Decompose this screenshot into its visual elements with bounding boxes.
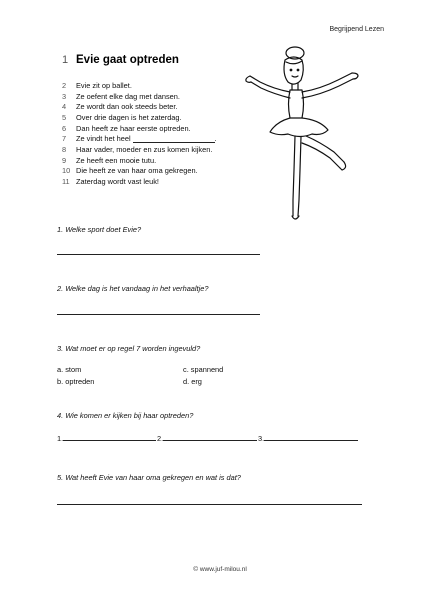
question-5: 5. Wat heeft Evie van haar oma gekregen en wat is dat? [57, 473, 241, 482]
question-1: 1. Welke sport doet Evie? [57, 225, 142, 234]
line-text: Over drie dagen is het zaterdag. [76, 112, 182, 122]
line-text: Ze heeft een mooie tutu. [76, 155, 157, 165]
line-text: Evie zit op ballet. [76, 80, 132, 90]
answer-slot-2[interactable] [157, 433, 257, 443]
blank-line[interactable] [163, 433, 257, 441]
story-text [62, 80, 217, 187]
line-number: 4 [62, 102, 67, 112]
line-number: 11 [62, 177, 70, 187]
answer-line-1[interactable] [57, 254, 260, 255]
footer-credit: © www.juf-milou.nl [193, 566, 247, 573]
answer-line-2[interactable] [57, 314, 260, 315]
line-text: Zaterdag wordt vast leuk! [76, 177, 159, 187]
line-text: Dan heeft ze haar eerste optreden. [76, 123, 191, 133]
header-label: Begrijpend Lezen [329, 26, 384, 33]
blank-line[interactable] [264, 433, 358, 441]
blank-line[interactable] [63, 433, 156, 441]
option-b[interactable]: b. optreden [57, 377, 95, 386]
title-text: Evie gaat optreden [76, 54, 179, 66]
story-line [62, 176, 217, 187]
line-text: Haar vader, moeder en zus komen kijken. [76, 144, 213, 154]
answer-slot-1[interactable] [57, 433, 156, 443]
ballerina-icon [238, 40, 368, 224]
story-line [62, 112, 217, 123]
line-number: 5 [62, 112, 67, 122]
story-line-with-blank [62, 133, 217, 144]
story-line [62, 101, 217, 112]
story-title [62, 54, 179, 66]
slot-number: 3. [258, 434, 265, 443]
line-number: 6 [62, 123, 67, 133]
slot-number: 2. [157, 434, 164, 443]
line-text: Ze wordt dan ook steeds beter. [76, 102, 178, 112]
story-line [62, 166, 217, 177]
line-number: 2 [62, 80, 67, 90]
line-suffix: . [214, 134, 217, 144]
answer-slot-3[interactable] [258, 433, 358, 443]
story-line [62, 80, 217, 91]
option-d[interactable]: d. erg [183, 377, 202, 386]
line-number: 3 [62, 91, 67, 101]
line-number: 10 [62, 166, 71, 176]
story-line [62, 144, 217, 155]
option-a[interactable]: a. stom [57, 365, 82, 374]
line-number: 9 [62, 155, 67, 165]
line-number: 8 [62, 144, 67, 154]
story-line [62, 155, 217, 166]
question-3: 3. Wat moet er op regel 7 worden ingevuld? [57, 344, 201, 353]
question-2: 2. Welke dag is het vandaag in het verhaaltje? [57, 284, 209, 293]
story-line [62, 123, 217, 134]
question-4: 4. Wie komen er kijken bij haar optreden? [57, 411, 194, 420]
option-c[interactable]: c. spannend [183, 365, 224, 374]
line-number: 7 [62, 134, 67, 144]
slot-number: 1. [57, 434, 64, 443]
line-text: Ze vindt het heel [76, 134, 131, 144]
answer-line-5[interactable] [57, 504, 362, 505]
story-line [62, 91, 217, 102]
line-text: Ze oefent elke dag met dansen. [76, 91, 180, 101]
line-text: Die heeft ze van haar oma gekregen. [76, 166, 198, 176]
fill-in-blank[interactable] [133, 135, 215, 143]
title-line-number: 1 [62, 54, 69, 66]
